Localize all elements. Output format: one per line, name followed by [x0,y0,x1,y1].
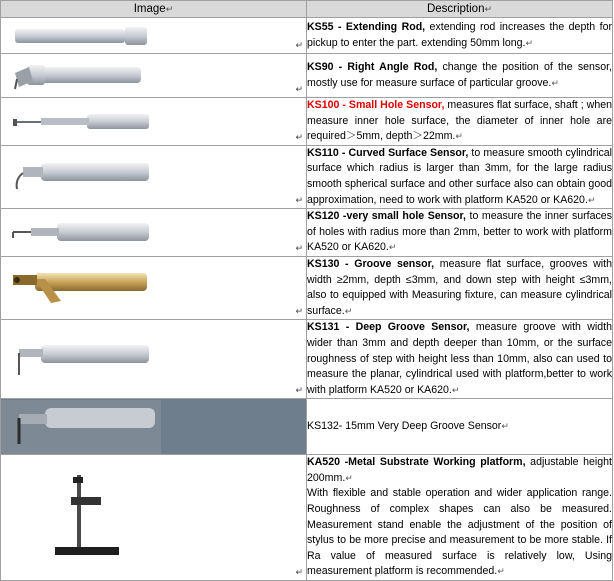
table-row [1,455,613,581]
ks90-description: KS90 - Right Angle Rod, change the position of the sensor, mostly use for measure surface of particular groove.↵ [307,54,613,98]
ks55-image: ↵ [1,18,307,54]
ks100-image: ↵ [1,98,307,146]
table-row [1,54,613,98]
header-image: Image↵ [1,1,307,18]
small-hole-sensor-icon [1,99,161,143]
table-row [1,145,613,208]
ks132-image [1,399,307,455]
table-row [1,320,613,399]
extending-rod-icon [1,19,161,53]
ks100-description: KS100 - Small Hole Sensor, measures flat surface, shaft ; when measure inner hole surface, the diameter of inner hole are required＞5mm, depth＞22mm.↵ [307,98,613,146]
right-angle-rod-icon [1,55,161,97]
ks110-description: KS110 - Curved Surface Sensor, to measure smooth cylindrical surface which radius is larger than 3mm, for the large radius smooth spherical surface and other surface also can obtain good approximation, need to work with platform KA520 or KA620.↵ [307,145,613,208]
ks90-image: ↵ [1,54,307,98]
table-row [1,209,613,257]
ks120-description: KS120 -very small hole Sensor, to measure the inner surfaces of holes with radius more than 2mm, better to work with platform KA520 or KA620.↵ [307,209,613,257]
ks120-image: ↵ [1,209,307,257]
very-small-hole-sensor-icon [1,211,161,255]
groove-sensor-icon [1,261,161,316]
very-deep-groove-sensor-icon [1,400,161,454]
curved-surface-sensor-icon [1,149,161,204]
ks130-description: KS130 - Groove sensor, measure flat surface, grooves with width ≥2mm, depth ≤3mm, and down step with height ≤3mm, also to equipped with Measuring fixture, can measure cylindrical surface.↵ [307,256,613,319]
ka520-title-line: KA520 -Metal Substrate Working platform, adjustable height 200mm.↵ [307,456,612,484]
ks55-description: KS55 - Extending Rod, extending rod increases the depth for pickup to enter the part. extending 50mm long.↵ [307,18,613,54]
table-row [1,98,613,146]
ks132-description: KS132- 15mm Very Deep Groove Sensor↵ [307,399,613,455]
deep-groove-sensor-icon [1,325,161,394]
table-row [1,18,613,54]
ka520-description [307,455,613,581]
ks110-image: ↵ [1,145,307,208]
header-description: Description↵ [307,1,613,18]
table-row [1,399,613,455]
ks130-image: ↵ [1,256,307,319]
ka520-extra-text: With flexible and stable operation and wider application range. Roughness of complex shapes can also be measured. Measurement stand enable the adjustment of the position of stylus to be more precise and measurement to be more stable. If Ra value of measured surface is relatively low, Using measurement platform is recommended.↵ [307,487,612,578]
table-row [1,256,613,319]
ks131-image: ↵ [1,320,307,399]
header-row [1,1,613,18]
ks131-description: KS131 - Deep Groove Sensor, measure groove with width wider than 3mm and depth deeper than 10mm, or the surface roughness of step with height less than 10mm, also can used to measure the planar, cylindrical used with platform,better to work with platform KA520 or KA620.↵ [307,320,613,399]
ka520-image: ↵ [1,455,307,581]
working-platform-icon [1,467,161,568]
